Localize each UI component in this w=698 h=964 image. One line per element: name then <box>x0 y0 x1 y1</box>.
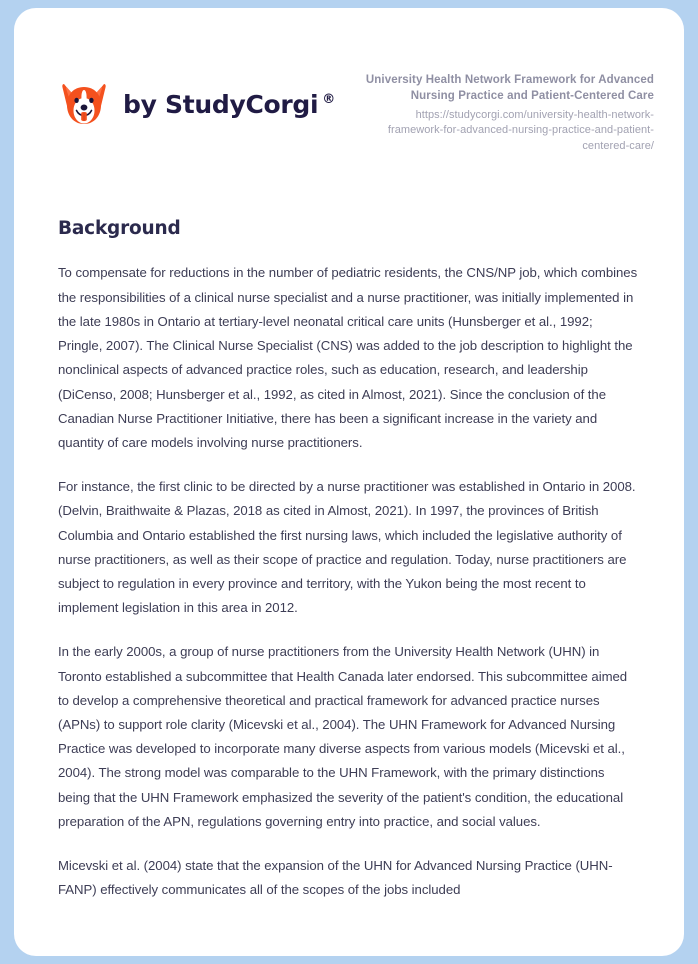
document-title: University Health Network Framework for Advanced Nursing Practice and Patient-Centered Care <box>365 74 654 103</box>
brand-wordmark <box>123 90 335 119</box>
registered-trademark-icon: ® <box>322 92 335 108</box>
document-page-card <box>14 8 684 956</box>
document-header <box>14 8 684 154</box>
paragraph-3: In the early 2000s, a group of nurse practitioners from the University Health Network (UHN) in Toronto established a subcommittee that Health Canada later endorsed. This subcommittee aimed to develop a comprehensive theoretical and practical framework for advanced practice nurses (APNs) to support role clarity (Micevski et al., 2004). The UHN Framework for Advanced Nursing Practice was developed to incorporate many diverse aspects from various models (Micevski et al., 2004). The strong model was comparable to the UHN Framework, with the primary distinctions being that the UHN Framework emphasized the severity of the patient's condition, the educational preparation of the APN, regulations governing entry into practice, and social values. <box>58 644 628 829</box>
document-meta <box>335 70 654 154</box>
section-heading-background: Background <box>58 218 181 240</box>
document-url[interactable]: https://studycorgi.com/university-health-network-framework-for-advanced-nursing-practice-and-patient-centered-care/ <box>387 108 654 152</box>
brand-logo-group[interactable] <box>58 70 335 130</box>
document-body <box>14 218 684 902</box>
paragraph-2: For instance, the first clinic to be directed by a nurse practitioner was established in Ontario in 2008. (Delvin, Braithwaite & Plazas, 2018 as cited in Almost, 2021). In 1997, the provinces of British Columbia and Ontario established the first nursing laws, which included the legislative authority of nurse practitioners, as well as their scope of practice and regulation. Today, nurse practitioners are subject to regulation in every province and territory, with the Yukon being the most recent to implement legislation in this area in 2012. <box>58 479 636 616</box>
brand-wordmark-text: by StudyCorgi <box>123 89 319 119</box>
paragraph-4: Micevski et al. (2004) state that the expansion of the UHN for Advanced Nursing Practice (UHN-FANP) effectively communicates all of the scopes of the jobs included <box>58 857 613 898</box>
corgi-logo-icon <box>58 78 110 130</box>
paragraph-1: To compensate for reductions in the number of pediatric residents, the CNS/NP job, which combines the responsibilities of a clinical nurse specialist and a nurse practitioner, was initially implemented in the late 1980s in Ontario at tertiary-level neonatal critical care units (Hunsberger et al., 1992; Pringle, 2007). The Clinical Nurse Specialist (CNS) was added to the job description to highlight the nonclinical aspects of advanced practice roles, such as education, research, and leadership (DiCenso, 2008; Hunsberger et al., 1992, as cited in Almost, 2021). Since the conclusion of the Canadian Nurse Practitioner Initiative, there has been a significant increase in the variety and quantity of care models involving nurse practitioners. <box>58 265 638 450</box>
